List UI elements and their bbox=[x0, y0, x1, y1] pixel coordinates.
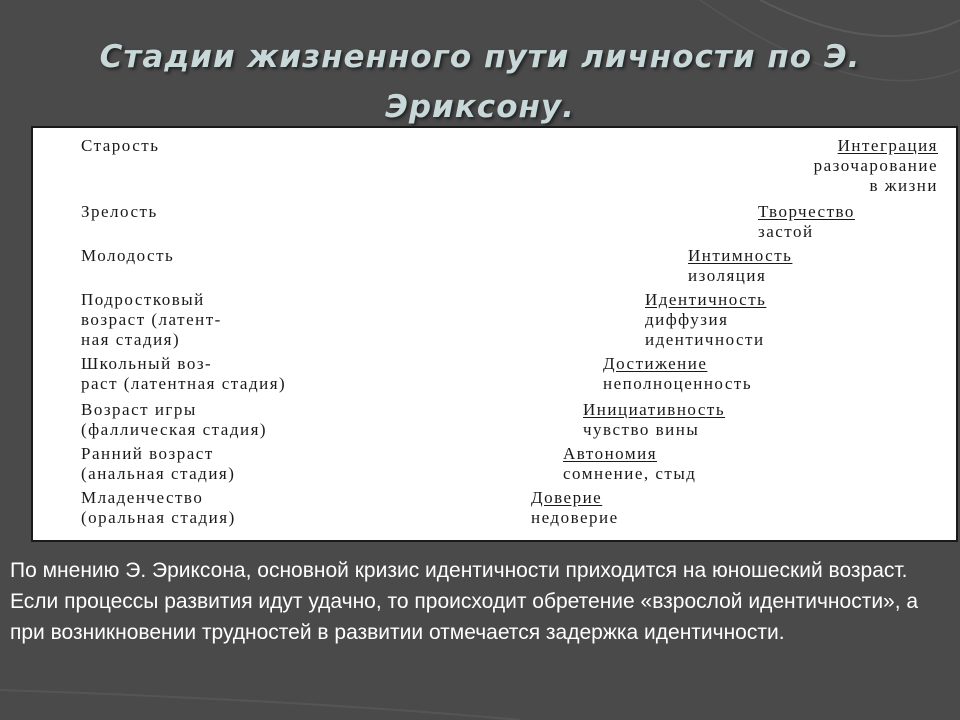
slide-title: Стадии жизненного пути личности по Э. Эриксону. bbox=[99, 39, 861, 125]
crisis-positive: Достижение bbox=[603, 354, 708, 373]
crisis-positive: Доверие bbox=[531, 488, 603, 507]
crisis-pair bbox=[688, 246, 792, 286]
crisis-positive: Инициативность bbox=[583, 400, 726, 419]
crisis-pair bbox=[645, 290, 766, 350]
crisis-pair bbox=[531, 488, 619, 528]
crisis-negative: сомнение, стыд bbox=[563, 464, 697, 483]
crisis-positive: Интимность bbox=[688, 246, 793, 265]
stage-label: Подростковый возраст (латент- ная стадия) bbox=[81, 290, 222, 349]
crisis-positive: Творчество bbox=[758, 202, 855, 221]
crisis-pair bbox=[738, 136, 938, 196]
crisis-pair bbox=[758, 202, 855, 242]
crisis-negative: диффузия идентичности bbox=[645, 310, 765, 349]
crisis-negative: застой bbox=[758, 222, 814, 241]
stage-label: Зрелость bbox=[81, 202, 158, 221]
crisis-pair bbox=[583, 400, 725, 440]
stage-label: Ранний возраст (анальная стадия) bbox=[81, 444, 236, 483]
crisis-positive: Идентичность bbox=[645, 290, 767, 309]
erikson-stages-table bbox=[33, 128, 956, 540]
crisis-negative: недоверие bbox=[531, 508, 619, 527]
crisis-positive: Автономия bbox=[563, 444, 658, 463]
crisis-pair bbox=[603, 354, 752, 394]
crisis-negative: неполноценность bbox=[603, 374, 753, 393]
stage-label: Молодость bbox=[81, 246, 175, 265]
stage-label: Старость bbox=[81, 136, 160, 155]
crisis-pair bbox=[563, 444, 696, 484]
stage-label: Младенчество (оральная стадия) bbox=[81, 488, 236, 527]
crisis-negative: разочарование в жизни bbox=[813, 156, 938, 195]
stage-label: Школьный воз- раст (латентная стадия) bbox=[81, 354, 287, 393]
crisis-positive: Интеграция bbox=[837, 136, 938, 155]
stage-label: Возраст игры (фаллическая стадия) bbox=[81, 400, 268, 439]
crisis-negative: изоляция bbox=[688, 266, 767, 285]
crisis-negative: чувство вины bbox=[583, 420, 700, 439]
slide-caption: По мнению Э. Эриксона, основной кризис идентичности приходится на юношеский возраст. Если процессы развития идут удачно, то происходит обретение «взрослой идентичности», а при возникновении трудностей в развитии отмечается задержка идентичности. bbox=[10, 559, 919, 644]
